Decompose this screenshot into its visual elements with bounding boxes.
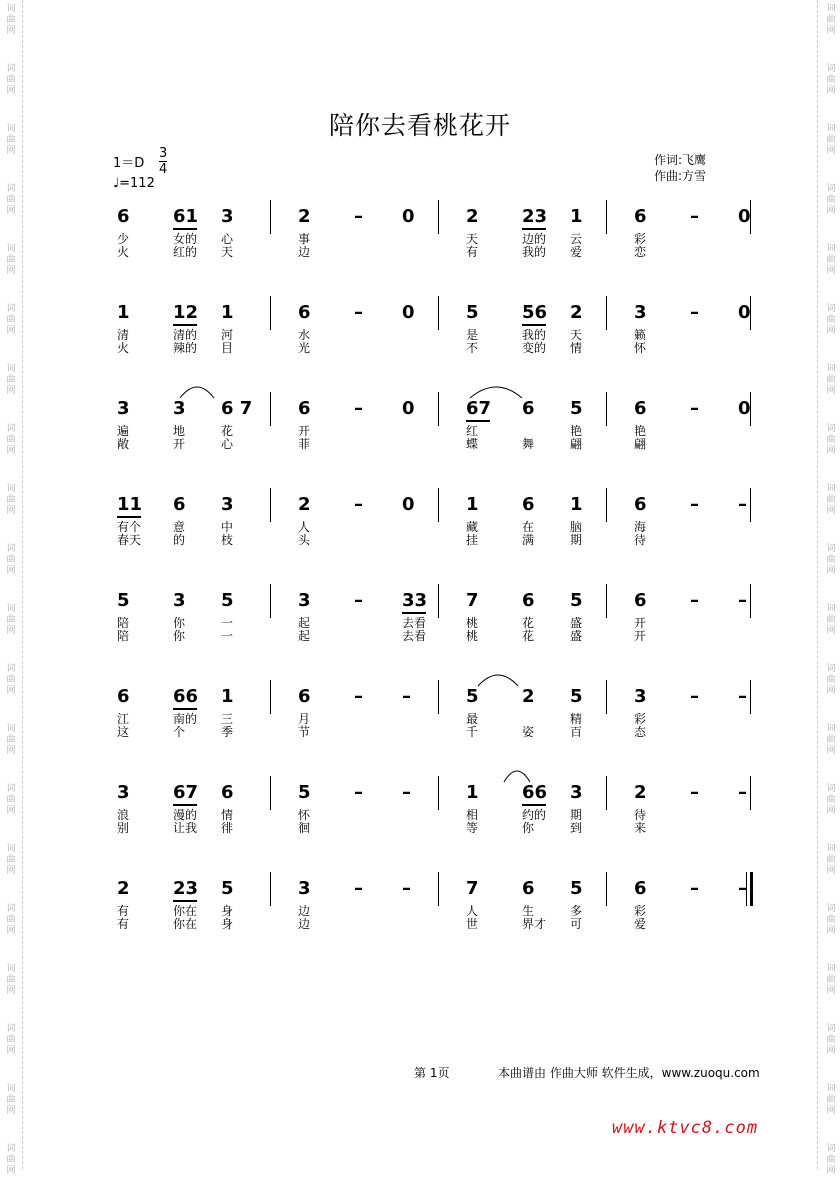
note: 6 [522, 878, 535, 899]
lyric: 事 [298, 232, 311, 246]
lyric: 身 [221, 917, 234, 931]
note: 1 [117, 302, 130, 323]
lyric: 心 [221, 437, 234, 451]
lyric: 满 [522, 533, 535, 547]
note: 6 [298, 302, 311, 323]
watermark-text: 词 曲 网 [6, 724, 16, 756]
watermark-text: 词 曲 网 [6, 364, 16, 396]
lyric: 这 [117, 725, 130, 739]
watermark-text: 词 曲 网 [6, 964, 16, 996]
note: 6 [634, 494, 647, 515]
note: 3 [173, 398, 186, 419]
slur [504, 771, 530, 782]
lyric: 去看 [402, 629, 427, 643]
lyric: 怀 [634, 341, 647, 355]
note: 5 [570, 590, 583, 611]
lyric: 河 [221, 328, 234, 342]
lyric: 南的 [173, 712, 198, 726]
lyric: 相 [466, 808, 479, 822]
lyric: 最 [466, 712, 479, 726]
lyric: 一 [221, 629, 234, 643]
note: 3 [298, 878, 311, 899]
note: 5 [221, 878, 234, 899]
lyric: 爱 [570, 245, 583, 259]
lyric: 在 [522, 520, 535, 534]
note: 0 [402, 398, 415, 419]
lyric: 开 [298, 424, 311, 438]
lyric: 徊 [298, 821, 311, 835]
lyric: 女的 [173, 232, 198, 246]
lyric: 约的 [522, 808, 547, 822]
watermark-text: 词 曲 网 [826, 964, 836, 996]
lyric: 开 [634, 616, 647, 630]
watermark-text: 词 曲 网 [6, 244, 16, 276]
slur [478, 675, 518, 686]
note: 6 [522, 494, 535, 515]
watermark-text: 词 曲 网 [826, 664, 836, 696]
lyric: 翩 [570, 437, 583, 451]
watermark-text: 词 曲 网 [6, 784, 16, 816]
lyric: 桃 [466, 616, 479, 630]
note: 6 [298, 686, 311, 707]
lyric: 天 [570, 328, 583, 342]
note: 2 [570, 302, 583, 323]
lyric: 地 [173, 424, 186, 438]
lyric: 彩 [634, 904, 647, 918]
lyric: 人 [466, 904, 479, 918]
lyric: 一 [221, 616, 234, 630]
lyric: 天 [221, 245, 234, 259]
lyric: 开 [634, 629, 647, 643]
lyric: 陪 [117, 616, 130, 630]
watermark-text: 词 曲 网 [6, 1084, 16, 1116]
lyric: 云 [570, 232, 583, 246]
note: 3 [298, 590, 311, 611]
note: – [690, 494, 699, 515]
note: 6 [634, 206, 647, 227]
lyric: 开 [173, 437, 186, 451]
note: 1 [570, 494, 583, 515]
lyric: 火 [117, 341, 130, 355]
lyric: 舞 [522, 437, 535, 451]
note: – [354, 686, 363, 707]
lyric: 的 [173, 533, 186, 547]
lyric: 起 [298, 629, 311, 643]
note: 3 [173, 590, 186, 611]
lyric: 海 [634, 520, 647, 534]
note: 5 [221, 590, 234, 611]
note: 6 [634, 878, 647, 899]
time-sig-bottom: 4 [159, 162, 168, 177]
note: – [354, 398, 363, 419]
lyric: 光 [298, 341, 311, 355]
note: 2 [522, 686, 535, 707]
note: 3 [117, 782, 130, 803]
lyric: 目 [221, 341, 234, 355]
time-sig-top: 3 [159, 146, 168, 161]
note: 1 [221, 686, 234, 707]
watermark-text: 词 曲 网 [826, 1024, 836, 1056]
note: 1 [570, 206, 583, 227]
lyric: 人 [298, 520, 311, 534]
lyric: 到 [570, 821, 583, 835]
note: 7 [466, 590, 479, 611]
watermark-text: 词 曲 网 [826, 184, 836, 216]
lyric: 生 [522, 904, 535, 918]
brand-text: www.ktvc8.com [612, 1118, 759, 1138]
note: 23 [522, 206, 548, 227]
watermark-text: 词 曲 网 [6, 124, 16, 156]
lyric: 花 [221, 424, 234, 438]
lyric: 多 [570, 904, 583, 918]
note: 6 [117, 206, 130, 227]
lyric: 你 [522, 821, 535, 835]
lyric: 籁 [634, 328, 647, 342]
watermark-text: 词 曲 网 [6, 64, 16, 96]
note: – [354, 782, 363, 803]
lyric: 有个 [117, 520, 142, 534]
lyric: 边 [298, 245, 311, 259]
lyric: 藏 [466, 520, 479, 534]
watermark-text: 词 曲 网 [826, 724, 836, 756]
note: 3 [221, 494, 234, 515]
note: 6 [173, 494, 186, 515]
lyric: 艳 [634, 424, 647, 438]
watermark-text: 词 曲 网 [6, 544, 16, 576]
lyric: 漫的 [173, 808, 198, 822]
note: – [738, 494, 747, 515]
slur [180, 387, 214, 398]
watermark-text: 词 曲 网 [6, 904, 16, 936]
lyric: 菲 [298, 437, 311, 451]
lyric: 有 [117, 904, 130, 918]
lyric: 精 [570, 712, 583, 726]
watermark-text: 词 曲 网 [826, 124, 836, 156]
note: 12 [173, 302, 199, 323]
lyric: 盛 [570, 629, 583, 643]
lyric: 心 [221, 232, 234, 246]
watermark-text: 词 曲 网 [826, 1084, 836, 1116]
watermark-text: 词 曲 网 [826, 4, 836, 36]
quarter-note-icon: ♩ [113, 176, 120, 191]
note: – [738, 590, 747, 611]
note: 2 [117, 878, 130, 899]
lyric: 情 [221, 808, 234, 822]
lyric: 遍 [117, 424, 130, 438]
lyric: 枝 [221, 533, 234, 547]
page-number: 第 1页 [414, 1066, 450, 1080]
lyric: 红 [466, 424, 479, 438]
note: 6 [634, 398, 647, 419]
lyric: 等 [466, 821, 479, 835]
watermark-text: 词 曲 网 [6, 1024, 16, 1056]
watermark-text: 词 曲 网 [6, 184, 16, 216]
lyric: 江 [117, 712, 130, 726]
watermark-text: 词 曲 网 [826, 304, 836, 336]
watermark-text: 词 曲 网 [6, 604, 16, 636]
note: 67 [173, 782, 199, 803]
lyric: 怀 [298, 808, 311, 822]
note: 7 [466, 878, 479, 899]
note: – [354, 206, 363, 227]
lyric: 火 [117, 245, 130, 259]
composer: 作曲:方雪 [654, 169, 707, 183]
lyric: 变的 [522, 341, 547, 355]
brand-logo [612, 1118, 758, 1138]
lyric: 爱 [634, 917, 647, 931]
watermark-text: 词 曲 网 [6, 844, 16, 876]
lyric: 敞 [117, 437, 130, 451]
lyricist: 作词:飞鹰 [654, 153, 707, 167]
lyric: 起 [298, 616, 311, 630]
note: 5 [570, 686, 583, 707]
lyric: 辣的 [173, 341, 198, 355]
lyric: 别 [117, 821, 130, 835]
lyric: 期 [570, 533, 583, 547]
lyric: 是 [466, 328, 479, 342]
lyric: 少 [117, 232, 130, 246]
lyric: 可 [570, 917, 583, 931]
note: 6 [522, 398, 535, 419]
lyric: 待 [634, 533, 647, 547]
note: 3 [117, 398, 130, 419]
slur [470, 387, 522, 398]
lyric: 花 [522, 616, 535, 630]
lyric: 千 [466, 725, 479, 739]
lyric: 节 [298, 725, 311, 739]
lyric: 身 [221, 904, 234, 918]
lyric: 边 [298, 917, 311, 931]
watermark-text: 词 曲 网 [826, 844, 836, 876]
watermark-text: 词 曲 网 [826, 364, 836, 396]
note: – [690, 206, 699, 227]
note: 3 [634, 302, 647, 323]
note: 5 [570, 878, 583, 899]
lyric: 徘 [221, 821, 234, 835]
lyric: 边的 [522, 232, 547, 246]
watermark-text: 词 曲 网 [826, 484, 836, 516]
lyric: 艳 [570, 424, 583, 438]
lyric: 月 [298, 712, 311, 726]
note: 2 [298, 206, 311, 227]
note: 5 [466, 302, 479, 323]
lyric: 去看 [402, 616, 427, 630]
note: – [690, 878, 699, 899]
note: 61 [173, 206, 199, 227]
song-title: 陪你去看桃花开 [328, 111, 511, 140]
lyric: 界才 [522, 917, 547, 931]
watermark-text: 词 曲 网 [6, 1144, 16, 1176]
watermark-text: 词 曲 网 [826, 244, 836, 276]
lyric: 陪 [117, 629, 130, 643]
lyric: 季 [221, 725, 234, 739]
note: 6 7 [221, 398, 253, 419]
note: 1 [466, 494, 479, 515]
lyric: 让我 [173, 821, 198, 835]
lyric: 姿 [522, 725, 535, 739]
note: 1 [221, 302, 234, 323]
lyric: 春天 [117, 533, 142, 547]
lyric: 彩 [634, 232, 647, 246]
note: – [690, 590, 699, 611]
note: – [402, 782, 411, 803]
note: 2 [466, 206, 479, 227]
watermark-text: 词 曲 网 [826, 784, 836, 816]
lyric: 清 [117, 328, 130, 342]
note: – [690, 302, 699, 323]
note: 5 [117, 590, 130, 611]
lyric: 有 [117, 917, 130, 931]
note: 66 [173, 686, 199, 707]
lyric: 脑 [570, 520, 583, 534]
note: 6 [298, 398, 311, 419]
lyric: 不 [466, 341, 479, 355]
lyric: 头 [298, 533, 311, 547]
lyric: 情 [570, 341, 583, 355]
lyric: 三 [221, 712, 234, 726]
note: 3 [570, 782, 583, 803]
lyric: 来 [634, 821, 647, 835]
lyric: 态 [634, 725, 647, 739]
watermark-text: 词 曲 网 [826, 1144, 836, 1176]
note: 0 [402, 494, 415, 515]
watermark-text: 词 曲 网 [826, 904, 836, 936]
lyric: 待 [634, 808, 647, 822]
note: 6 [634, 590, 647, 611]
note: – [402, 878, 411, 899]
note: – [738, 686, 747, 707]
note: 5 [466, 686, 479, 707]
lyric: 你在 [173, 904, 198, 918]
note: – [690, 686, 699, 707]
note: 66 [522, 782, 548, 803]
watermark-text: 词 曲 网 [6, 664, 16, 696]
note: 6 [117, 686, 130, 707]
lyric: 我的 [522, 328, 547, 342]
note: 6 [221, 782, 234, 803]
lyric: 花 [522, 629, 535, 643]
note: 11 [117, 494, 143, 515]
note: 0 [738, 206, 751, 227]
watermark-text: 词 曲 网 [6, 484, 16, 516]
lyric: 水 [298, 328, 311, 342]
lyric: 个 [173, 725, 186, 739]
lyric: 边 [298, 904, 311, 918]
lyric: 你 [173, 629, 186, 643]
lyric: 恋 [634, 245, 647, 259]
lyric: 中 [221, 520, 234, 534]
lyric: 意 [173, 520, 186, 534]
lyric: 你 [173, 616, 186, 630]
lyric: 你在 [173, 917, 198, 931]
lyric: 百 [570, 725, 583, 739]
lyric: 盛 [570, 616, 583, 630]
watermark-text: 词 曲 网 [826, 544, 836, 576]
lyric: 蝶 [466, 437, 479, 451]
note: 33 [402, 590, 428, 611]
note: – [738, 782, 747, 803]
note: – [354, 590, 363, 611]
note: 56 [522, 302, 548, 323]
lyric: 浪 [117, 808, 130, 822]
note: – [354, 878, 363, 899]
watermark-text: 词 曲 网 [826, 424, 836, 456]
lyric: 我的 [522, 245, 547, 259]
note: 3 [221, 206, 234, 227]
note: – [690, 782, 699, 803]
lyric: 世 [466, 917, 479, 931]
lyric: 翩 [634, 437, 647, 451]
note: 3 [634, 686, 647, 707]
lyric: 挂 [466, 533, 479, 547]
lyric: 彩 [634, 712, 647, 726]
lyric: 红的 [173, 245, 198, 259]
lyric: 清的 [173, 328, 198, 342]
lyric: 期 [570, 808, 583, 822]
watermark-text: 词 曲 网 [6, 304, 16, 336]
lyric: 天 [466, 232, 479, 246]
note: 0 [402, 302, 415, 323]
tempo-value: =112 [119, 176, 155, 191]
note: – [738, 878, 747, 899]
note: 5 [570, 398, 583, 419]
note: 2 [298, 494, 311, 515]
watermark-text: 词 曲 网 [826, 604, 836, 636]
note: 23 [173, 878, 199, 899]
note: 0 [738, 302, 751, 323]
note: – [690, 398, 699, 419]
note: 0 [402, 206, 415, 227]
note: 2 [634, 782, 647, 803]
note: – [402, 686, 411, 707]
watermark-text: 词 曲 网 [6, 424, 16, 456]
note: 5 [298, 782, 311, 803]
note: 0 [738, 398, 751, 419]
note: 6 [522, 590, 535, 611]
note: 1 [466, 782, 479, 803]
generator-note: 本曲谱由 作曲大师 软件生成，www.zuoqu.com [498, 1066, 760, 1080]
lyric: 桃 [466, 629, 479, 643]
lyric: 有 [466, 245, 479, 259]
note: – [354, 494, 363, 515]
note: – [354, 302, 363, 323]
note: 67 [466, 398, 492, 419]
key-signature: 1＝D [113, 156, 145, 171]
watermark-text: 词 曲 网 [6, 4, 16, 36]
watermark-text: 词 曲 网 [826, 64, 836, 96]
